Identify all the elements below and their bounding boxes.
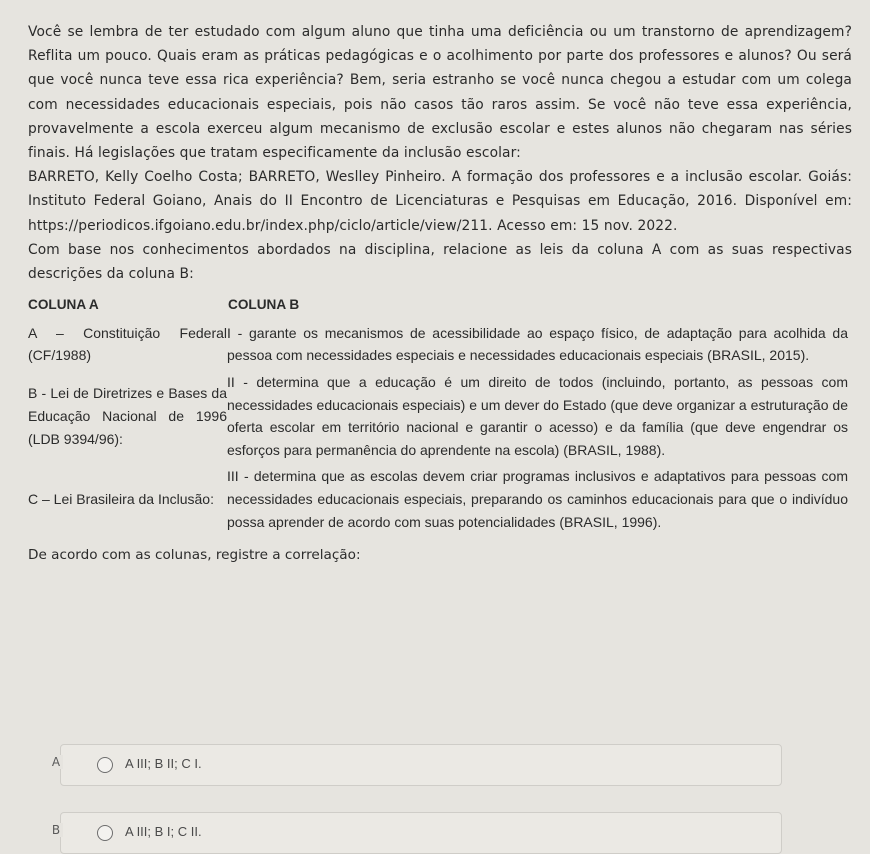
column-a-cell: A – Constituição Federal (CF/1988) — [28, 324, 227, 364]
radio-button[interactable] — [97, 757, 113, 773]
columns-table — [28, 294, 852, 533]
option-text: A III; B II; C I. — [125, 756, 202, 771]
column-a-cell: B - Lei de Diretrizes e Bases da Educação Nacional de 1996 (LDB 9394/96): — [28, 385, 227, 447]
reference-citation: BARRETO, Kelly Coelho Costa; BARRETO, Weslley Pinheiro. A formação dos professores e a inclusão escolar. Goiás: Instituto Federal Goiano, Anais do II Encontro de Licenciaturas e Pesquisas em Educação, 2016. Disponível em: https://periodicos.ifgoiano.edu.br/index.php/ciclo/article/view/211. Acesso em: 15 nov. 2022. — [28, 169, 852, 234]
column-b-cell: II - determina que a educação é um direito de todos (incluindo, portanto, as pessoas com necessidades educacionais especiais) e um dever do Estado (que deve organizar a estruturação de oferta escolar em território nacional e garantir o acesso) e da família (que deve engendrar os esforços para permanência do aprendente na escola) (BRASIL, 1988). — [227, 374, 848, 458]
table-row — [28, 465, 852, 533]
column-a-cell: C – Lei Brasileira da Inclusão: — [28, 490, 214, 507]
column-a-header: COLUNA A — [28, 297, 99, 313]
column-b-cell: I - garante os mecanismos de acessibilidade ao espaço físico, de adaptação para acolhida da pessoa com necessidades especiais e necessidades educacionais especiais (BRASIL, 2015). — [227, 324, 848, 364]
table-row — [28, 371, 852, 461]
answer-option-b[interactable] — [51, 812, 782, 854]
radio-button[interactable] — [97, 825, 113, 841]
columns-header — [28, 294, 852, 317]
intro-paragraph: Você se lembra de ter estudado com algum aluno que tinha uma deficiência ou um transtorno de aprendizagem? Reflita um pouco. Quais eram as práticas pedagógicas e o acolhimento por parte dos professores e alunos? Ou será que você nunca teve essa rica experiência? Bem, seria estranho se você nunca chegou a estudar com um colega com necessidades educacionais especiais, pois não casos tão raros assim. Se você não teve essa experiência, provavelmente a escola exerceu algum mecanismo de exclusão escolar e estes alunos não chegaram nas séries finais. Há legislações que tratam especificamente da inclusão escolar: — [28, 24, 852, 162]
answer-option-a[interactable] — [51, 744, 782, 786]
table-row — [28, 322, 852, 367]
option-letter: B — [49, 823, 63, 837]
option-letter: A — [49, 755, 63, 769]
instruction-text: Com base nos conhecimentos abordados na disciplina, relacione as leis da coluna A com as suas respectivas descrições da coluna B: — [28, 241, 852, 283]
column-b-cell: III - determina que as escolas devem criar programas inclusivos e adaptativos para pessoas com necessidades educacionais especiais, preparando os caminhos educacionais para que o indivíduo possa aprender de acordo com suas potencialidades (BRASIL, 1996). — [227, 468, 848, 530]
column-b-header: COLUNA B — [228, 297, 300, 313]
question-prompt: De acordo com as colunas, registre a correlação: — [28, 547, 361, 564]
option-text: A III; B I; C II. — [125, 824, 202, 839]
